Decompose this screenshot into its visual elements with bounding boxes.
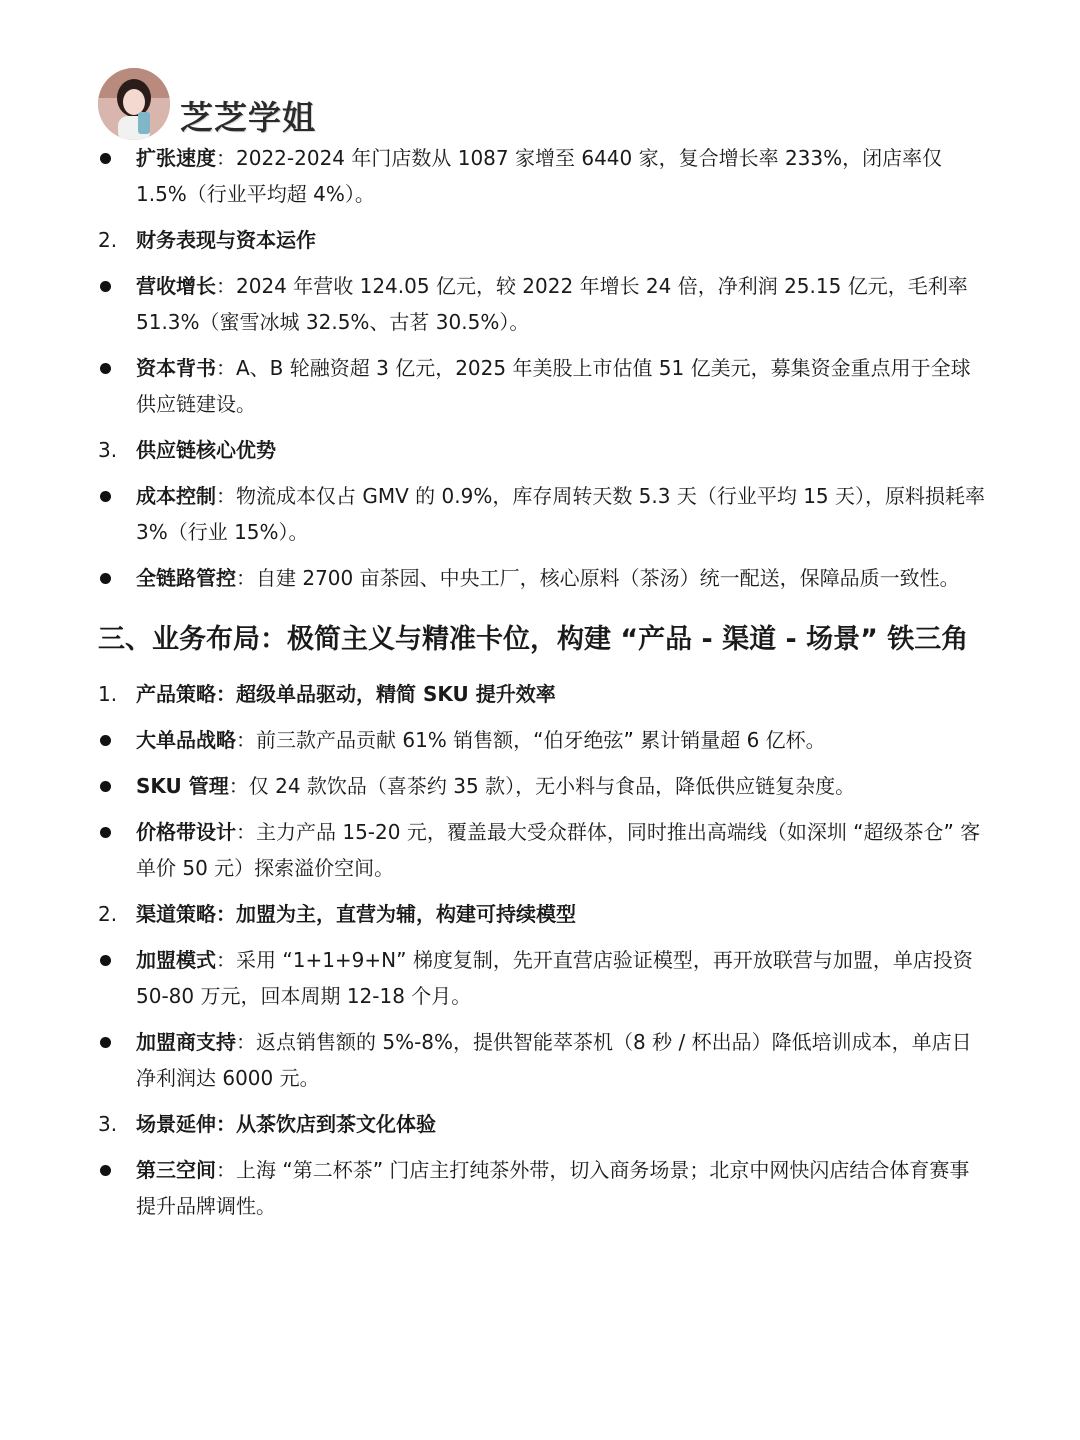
bullet-item [98,722,988,758]
document-body [98,140,988,1234]
bullet-text: ：采用 “1+1+9+N” 梯度复制，先开直营店验证模型，再开放联营与加盟，单店投资 50-80 万元，回本周期 12-18 个月。 [136,948,973,1008]
bullet-text: ：2024 年营收 124.05 亿元，较 2022 年增长 24 倍，净利润 25.15 亿元，毛利率 51.3%（蜜雪冰城 32.5%、古茗 30.5%）。 [136,274,968,334]
bullet-item [98,768,988,804]
numbered-heading [98,1106,988,1142]
author-header [98,68,316,140]
bullet-text: ：2022-2024 年门店数从 1087 家增至 6440 家，复合增长率 233%，闭店率仅 1.5%（行业平均超 4%）。 [136,146,943,206]
heading-title: 场景延伸：从茶饮店到茶文化体验 [136,1112,436,1136]
heading-title: 供应链核心优势 [136,438,276,462]
bullet-label: 成本控制 [136,484,216,508]
author-name: 芝芝学姐 [180,97,316,137]
bullet-item [98,268,988,340]
bullet-label: 营收增长 [136,274,216,298]
bullet-text: ：前三款产品贡献 61% 销售额，“伯牙绝弦” 累计销量超 6 亿杯。 [236,728,826,752]
heading-number: 3. [98,438,118,462]
bullet-item [98,350,988,422]
avatar-portrait-icon [98,68,170,140]
bullet-label: 全链路管控 [136,566,236,590]
bullet-label: 大单品战略 [136,728,236,752]
heading-title: 渠道策略：加盟为主，直营为辅，构建可持续模型 [136,902,576,926]
bullet-item [98,560,988,596]
bullet-item [98,1152,988,1224]
bullet-text: ：物流成本仅占 GMV 的 0.9%，库存周转天数 5.3 天（行业平均 15 天），原料损耗率 3%（行业 15%）。 [136,484,986,544]
bullet-label: SKU 管理 [136,774,229,798]
bullet-text: ：上海 “第二杯茶” 门店主打纯茶外带，切入商务场景；北京中网快闪店结合体育赛事提升品牌调性。 [136,1158,970,1218]
avatar[interactable] [98,68,170,140]
heading-number: 2. [98,902,118,926]
section-heading: 三、业务布局：极简主义与精准卡位，构建 “产品 - 渠道 - 场景” 铁三角 [98,624,969,655]
bullet-item [98,478,988,550]
bullet-text: ：仅 24 款饮品（喜茶约 35 款），无小料与食品，降低供应链复杂度。 [228,774,856,798]
heading-number: 3. [98,1112,118,1136]
bullet-item [98,814,988,886]
numbered-heading [98,432,988,468]
numbered-heading [98,896,988,932]
numbered-heading [98,676,988,712]
bullet-label: 资本背书 [136,356,216,380]
bullet-item [98,942,988,1014]
bullet-label: 加盟商支持 [136,1030,236,1054]
heading-title: 产品策略：超级单品驱动，精简 SKU 提升效率 [136,682,556,706]
bullet-label: 加盟模式 [136,948,216,972]
heading-title: 财务表现与资本运作 [136,228,316,252]
bullet-text: ：自建 2700 亩茶园、中央工厂，核心原料（茶汤）统一配送，保障品质一致性。 [236,566,960,590]
bullet-text: ：返点销售额的 5%-8%，提供智能萃茶机（8 秒 / 杯出品）降低培训成本，单店日净利润达 6000 元。 [136,1030,972,1090]
bullet-label: 价格带设计 [136,820,236,844]
numbered-heading [98,222,988,258]
heading-number: 2. [98,228,118,252]
bullet-item [98,1024,988,1096]
heading-number: 1. [98,682,118,706]
bullet-label: 扩张速度 [136,146,216,170]
bullet-item [98,140,988,212]
bullet-label: 第三空间 [136,1158,216,1182]
bullet-text: ：A、B 轮融资超 3 亿元，2025 年美股上市估值 51 亿美元，募集资金重点用于全球供应链建设。 [136,356,971,416]
bullet-text: ：主力产品 15-20 元，覆盖最大受众群体，同时推出高端线（如深圳 “超级茶仓” 客单价 50 元）探索溢价空间。 [136,820,981,880]
